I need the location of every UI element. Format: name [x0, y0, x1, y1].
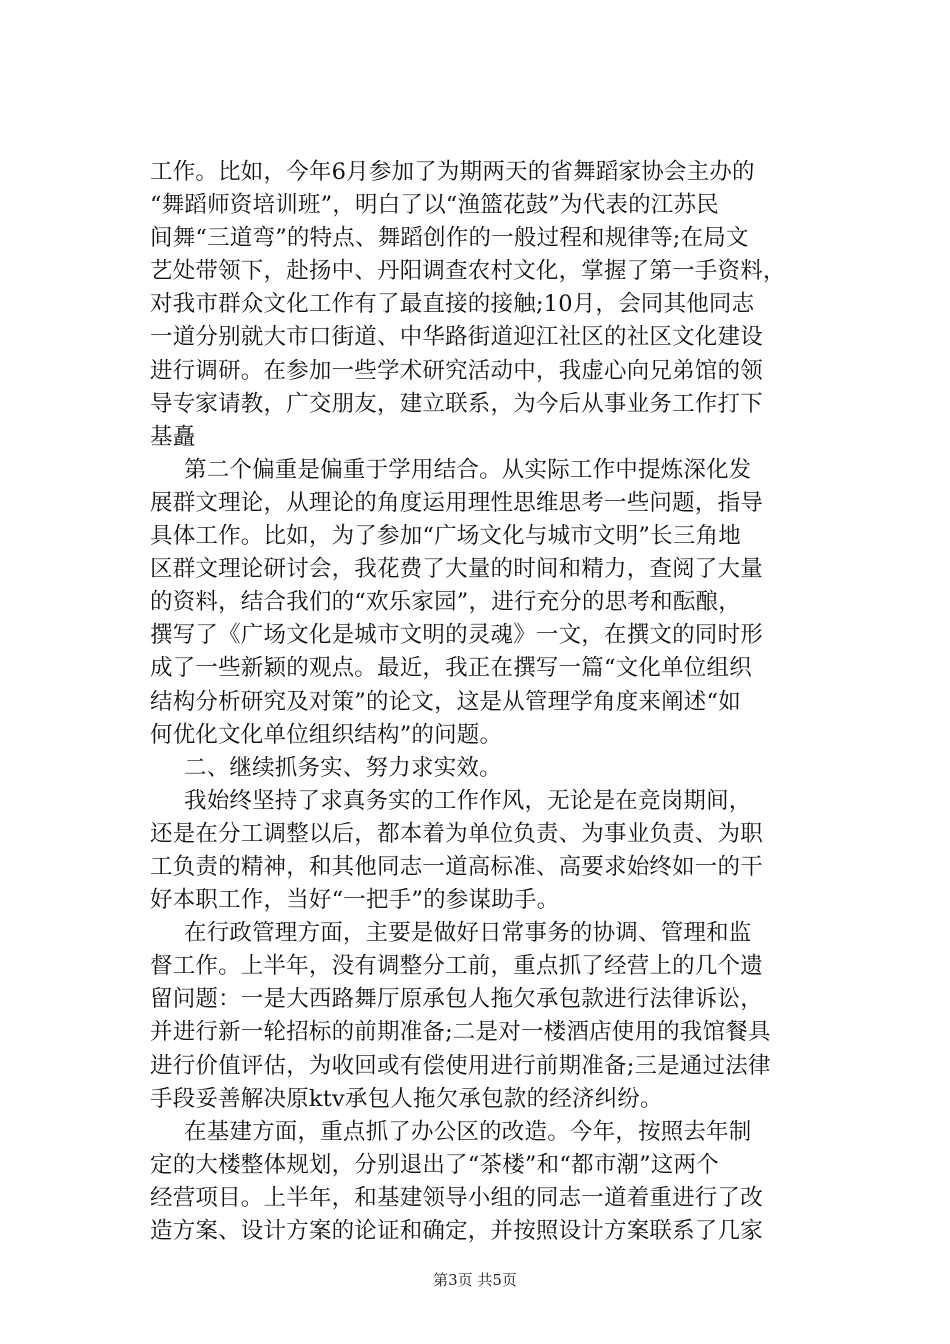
text-line: 展群文理论，从理论的角度运用理性思维思考一些问题，指导 [150, 489, 763, 516]
text-line: 进行调研。在参加一些学术研究活动中，我虚心向兄弟馆的领 [150, 357, 763, 384]
text-line: 工负责的精神，和其他同志一道高标准、高要求始终如一的干 [150, 853, 763, 880]
text-line: 还是在分工调整以后，都本着为单位负责、为事业负责、为职 [150, 820, 763, 847]
text-line: 的资料，结合我们的“欢乐家园”，进行充分的思考和酝酿， [150, 589, 741, 616]
text-line: 好本职工作，当好“一把手”的参谋助手。 [150, 887, 560, 914]
text-line: 一道分别就大市口街道、中华路街道迎江社区的社区文化建设 [150, 324, 763, 351]
text-line: 基矗 [150, 423, 196, 450]
text-line: 手段妥善解决原ktv承包人拖欠承包款的经济纠纷。 [150, 1085, 663, 1112]
text-line: 留问题：一是大西路舞厅原承包人拖欠承包款进行法律诉讼， [150, 986, 763, 1013]
text-line: 我始终坚持了求真务实的工作作风，无论是在竞岗期间， [184, 787, 752, 814]
text-line: 艺处带领下，赴扬中、丹阳调查农村文化，掌握了第一手资料， [150, 258, 786, 285]
text-line: 何优化文化单位组织结构”的问题。 [150, 721, 503, 748]
text-line: 二、继续抓务实、努力求实效。 [184, 754, 502, 781]
page-footer: 第3页 共5页 [433, 1271, 517, 1289]
text-line: 结构分析研究及对策”的论文，这是从管理学角度来阐述“如 [150, 688, 741, 715]
text-line: 成了一些新颖的观点。最近，我正在撰写一篇“文化单位组织 [150, 655, 752, 682]
text-line: 具体工作。比如，为了参加“广场文化与城市文明”长三角地 [150, 523, 741, 550]
text-line: 导专家请教，广交朋友，建立联系，为今后从事业务工作打下 [150, 390, 763, 417]
text-line: 区群文理论研讨会，我花费了大量的时间和精力，查阅了大量 [150, 556, 763, 583]
text-line: 对我市群众文化工作有了最直接的接触;10月，会同其他同志 [150, 291, 755, 318]
document-body [150, 156, 830, 1248]
text-line: 第二个偏重是偏重于学用结合。从实际工作中提炼深化发 [184, 456, 752, 483]
text-line: “舞蹈师资培训班”，明白了以“渔篮花鼓”为代表的江苏民 [150, 192, 719, 219]
text-line: 进行价值评估，为收回或有偿使用进行前期准备;三是通过法律 [150, 1052, 771, 1079]
text-line: 在行政管理方面，主要是做好日常事务的协调、管理和监 [184, 920, 752, 947]
text-line: 造方案、设计方案的论证和确定，并按照设计方案联系了几家 [150, 1218, 763, 1244]
text-line: 定的大楼整体规划，分别退出了“茶楼”和“都市潮”这两个 [150, 1151, 719, 1178]
text-line: 间舞“三道弯”的特点、舞蹈创作的一般过程和规律等;在局文 [150, 225, 749, 252]
text-line: 工作。比如，今年6月参加了为期两天的省舞蹈家协会主办的 [150, 159, 755, 185]
text-line: 经营项目。上半年，和基建领导小组的同志一道着重进行了改 [150, 1184, 763, 1211]
text-line: 督工作。上半年，没有调整分工前，重点抓了经营上的几个遗 [150, 953, 763, 980]
text-line: 在基建方面，重点抓了办公区的改造。今年，按照去年制 [184, 1118, 752, 1145]
text-line: 撰写了《广场文化是城市文明的灵魂》一文，在撰文的同时形 [150, 622, 763, 649]
text-line: 并进行新一轮招标的前期准备;二是对一楼酒店使用的我馆餐具 [150, 1019, 771, 1046]
